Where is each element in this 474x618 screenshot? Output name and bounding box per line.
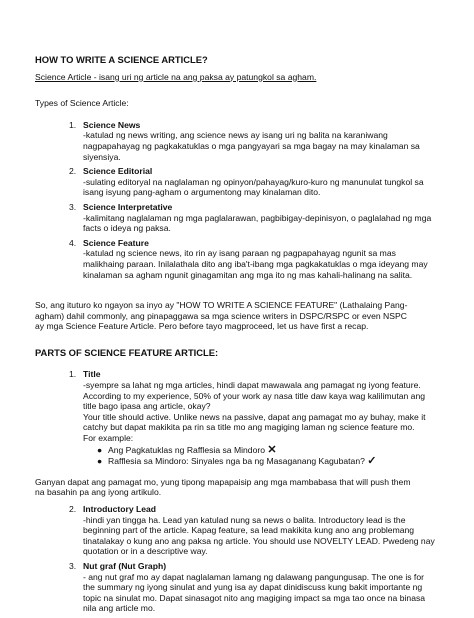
example-text: Rafflesia sa Mindoro: Sinyales nga ba ng Masaganang Kagubatan?: [108, 456, 365, 467]
page-title: HOW TO WRITE A SCIENCE ARTICLE?: [35, 54, 208, 65]
item-text: nagpapahayag ng pagkakatuklas o mga pangyayari sa mga bagay na may kinalaman sa: [83, 140, 420, 151]
item-text: According to my experience, 50% of your work ay nasa title daw kaya wag kalilimutan ang: [83, 390, 426, 401]
item-number: 2.: [69, 504, 77, 514]
item-text: the summary ng iyong sinulat and yung isa ay dapat dinidiscuss kung bakit importante ng: [83, 582, 423, 593]
item-title: Science Interpretative: [83, 201, 173, 212]
item-title: Science News: [83, 119, 141, 130]
item-text: -sulating editoryal na naglalaman ng opinyon/pahayag/kuro-kuro ng manunulat tungkol sa: [83, 176, 424, 187]
item-title: Nut graf (Nut Graph): [83, 560, 167, 571]
parts-list-continued: [35, 504, 445, 614]
list-item: [35, 120, 445, 162]
list-item: [35, 504, 445, 557]
list-item: [35, 238, 445, 280]
item-number: 1.: [69, 119, 77, 130]
example-text: Ang Pagkatuklas ng Rafflesia sa Mindoro: [108, 444, 266, 455]
item-text: -katulad ng science news, ito rin ay isang paraan ng pagpapahayag ngunit sa mas: [83, 248, 396, 259]
bullet-icon: ●: [97, 444, 103, 455]
parts-list: [35, 369, 445, 466]
item-number: 4.: [69, 237, 77, 248]
item-text: topic na sinulat mo. Dapat sinasagot nito ang magiging impact sa mga tao once na binasa: [83, 592, 426, 603]
item-text: Your title should active. Unlike news na passive, dapat ang pamagat mo ay buhay, make it: [83, 411, 426, 422]
item-text: title bago ipasa ang article, okay?: [83, 401, 211, 412]
list-item: [35, 166, 445, 198]
item-text: - ang nut graf mo ay dapat naglalaman lamang ng dalawang pangungusap. The one is for: [83, 571, 424, 582]
item-text: nila ang article mo.: [83, 603, 156, 614]
list-item: [35, 561, 445, 614]
item-text: beginning part of the article. Kapag feature, sa lead makikita kung ano ang problemang: [83, 525, 415, 536]
item-number: 1.: [69, 369, 77, 380]
item-title: Science Feature: [83, 237, 149, 248]
example-bullet: [83, 445, 445, 456]
x-mark-icon: ✕: [267, 443, 277, 456]
item-text: For example:: [83, 433, 134, 444]
intro-paragraph-line: ay mga Science Feature Article. Pero before tayo magproceed, let us have first a recap.: [35, 321, 369, 332]
item-text: isang isyung pang-agham o argumentong may kinalaman dito.: [83, 187, 321, 198]
example-bullet: [83, 456, 445, 467]
item-text: -katulad ng news writing, ang science news ay isang uri ng balita na karaniwang: [83, 130, 388, 141]
intro-paragraph-line: agham) dahil commonly, ang pinapaggawa sa mga science writers in DSPC/RSPC or even NSPC: [35, 310, 407, 321]
definition-line: Science Article - isang uri ng article na ang paksa ay patungkol sa agham.: [35, 71, 317, 82]
item-text: quotation or in a descriptive way.: [83, 546, 208, 557]
types-label: Types of Science Article:: [35, 98, 129, 109]
item-text: malikhaing paraan. Inilalathala dito ang iba't-ibang mga pagkakatuklas o mga ideyang may: [83, 258, 428, 269]
item-number: 3.: [69, 560, 77, 571]
bullet-icon: ●: [97, 456, 103, 467]
item-title: Title: [83, 369, 101, 380]
item-text: tinatalakay o kung ano ang paksa ng article. You should use NOVELTY LEAD. Pwedeng nay: [83, 535, 435, 546]
item-text: siyensiya.: [83, 151, 121, 162]
list-item: [35, 202, 445, 234]
check-mark-icon: ✓: [367, 455, 377, 468]
item-text: -hindi yan tingga ha. Lead yan katulad nung sa news o balita. Introductory lead is the: [83, 514, 406, 525]
intro-paragraph-line: So, ang ituturo ko ngayon sa inyo ay "HOW TO WRITE A SCIENCE FEATURE" (Lathalaing Pang-: [35, 300, 408, 311]
item-number: 3.: [69, 201, 77, 212]
item-text: kinalaman sa agham ngunit ginagamitan ang mga ito ng mas kahali-halinang na salita.: [83, 269, 413, 280]
item-text: -kalimitang naglalaman ng mga paglalarawan, pagbibigay-depinisyon, o paglalahad ng mga: [83, 212, 432, 223]
item-text: -syempre sa lahat ng mga articles, hindi dapat mawawala ang pamagat ng iyong feature.: [83, 380, 421, 391]
item-text: catchy but dapat makikita pa rin sa title mo ang magiging laman ng science feature mo.: [83, 422, 415, 433]
item-title: Science Editorial: [83, 166, 153, 177]
item-text: facts o ideya ng paksa.: [83, 223, 171, 234]
paragraph-line: Ganyan dapat ang pamagat mo, yung tipong mapapaisip ang mga mambabasa that will push them: [35, 476, 411, 487]
list-item: [35, 369, 445, 466]
item-number: 2.: [69, 166, 77, 177]
types-list: [35, 120, 445, 280]
document-page: [35, 55, 445, 618]
item-title: Introductory Lead: [83, 504, 157, 514]
paragraph-line: na basahin pa ang iyong artikulo.: [35, 487, 162, 498]
section-heading: PARTS OF SCIENCE FEATURE ARTICLE:: [35, 346, 219, 358]
